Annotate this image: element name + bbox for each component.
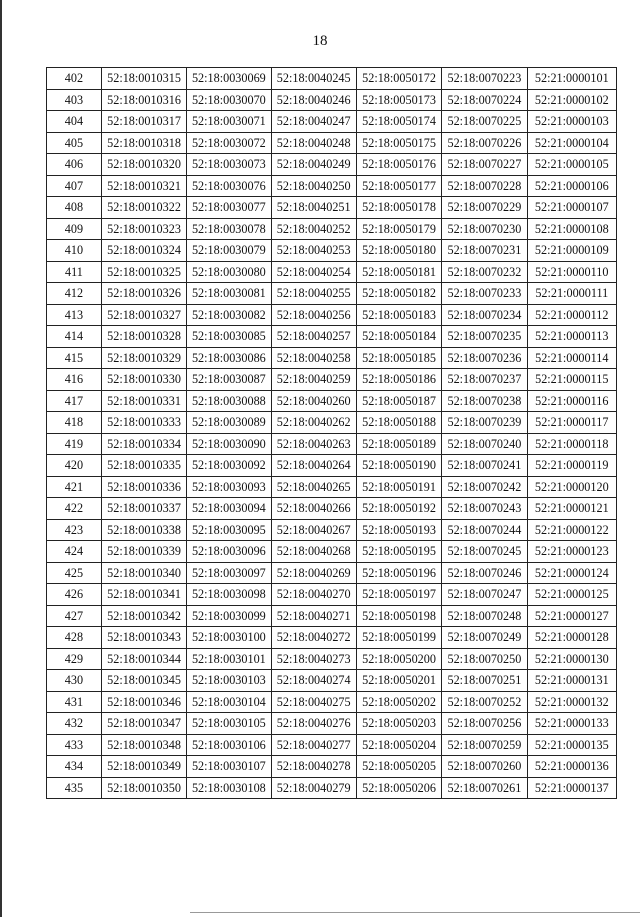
cadastral-number-cell: 52:18:0040254: [271, 261, 356, 283]
cadastral-number-cell: 52:18:0030088: [187, 390, 271, 412]
row-number-cell: 413: [47, 304, 102, 326]
table-row: [47, 412, 617, 434]
row-number-cell: 406: [47, 154, 102, 176]
cadastral-number-cell: 52:18:0070224: [442, 89, 527, 111]
cadastral-number-cell: 52:18:0070238: [442, 390, 527, 412]
cadastral-number-cell: 52:18:0030093: [187, 476, 271, 498]
cadastral-number-cell: 52:18:0070233: [442, 283, 527, 305]
table-row: [47, 154, 617, 176]
cadastral-number-cell: 52:21:0000101: [527, 68, 616, 90]
cadastral-number-cell: 52:21:0000118: [527, 433, 616, 455]
cadastral-number-cell: 52:18:0050174: [356, 111, 441, 133]
cadastral-number-cell: 52:18:0050185: [356, 347, 441, 369]
row-number-cell: 420: [47, 455, 102, 477]
cadastral-number-cell: 52:18:0010334: [101, 433, 186, 455]
cadastral-number-cell: 52:21:0000124: [527, 562, 616, 584]
cadastral-number-cell: 52:18:0050173: [356, 89, 441, 111]
cadastral-number-cell: 52:21:0000117: [527, 412, 616, 434]
cadastral-number-cell: 52:21:0000105: [527, 154, 616, 176]
row-number-cell: 422: [47, 498, 102, 520]
table-row: [47, 89, 617, 111]
cadastral-number-cell: 52:18:0010338: [101, 519, 186, 541]
cadastral-number-cell: 52:18:0030079: [187, 240, 271, 262]
cadastral-number-cell: 52:21:0000106: [527, 175, 616, 197]
cadastral-number-cell: 52:18:0010316: [101, 89, 186, 111]
cadastral-number-cell: 52:21:0000121: [527, 498, 616, 520]
cadastral-number-cell: 52:18:0070251: [442, 670, 527, 692]
cadastral-number-cell: 52:21:0000123: [527, 541, 616, 563]
cadastral-number-cell: 52:18:0050178: [356, 197, 441, 219]
cadastral-number-cell: 52:18:0030106: [187, 734, 271, 756]
cadastral-number-cell: 52:18:0030108: [187, 777, 271, 799]
table-row: [47, 175, 617, 197]
cadastral-number-cell: 52:18:0050175: [356, 132, 441, 154]
cadastral-number-cell: 52:18:0070241: [442, 455, 527, 477]
cadastral-number-cell: 52:18:0030092: [187, 455, 271, 477]
cadastral-number-cell: 52:18:0040263: [271, 433, 356, 455]
cadastral-number-cell: 52:18:0030107: [187, 756, 271, 778]
cadastral-number-cell: 52:18:0040266: [271, 498, 356, 520]
cadastral-number-cell: 52:18:0070236: [442, 347, 527, 369]
cadastral-table: [46, 67, 617, 799]
cadastral-number-cell: 52:18:0010339: [101, 541, 186, 563]
cadastral-number-cell: 52:18:0040251: [271, 197, 356, 219]
cadastral-number-cell: 52:18:0010325: [101, 261, 186, 283]
cadastral-number-cell: 52:18:0070245: [442, 541, 527, 563]
cadastral-number-cell: 52:18:0040255: [271, 283, 356, 305]
cadastral-number-cell: 52:18:0040258: [271, 347, 356, 369]
cadastral-number-cell: 52:18:0040265: [271, 476, 356, 498]
table-row: [47, 111, 617, 133]
cadastral-number-cell: 52:18:0030098: [187, 584, 271, 606]
cadastral-number-cell: 52:18:0050183: [356, 304, 441, 326]
cadastral-number-cell: 52:21:0000136: [527, 756, 616, 778]
cadastral-number-cell: 52:21:0000115: [527, 369, 616, 391]
table-row: [47, 541, 617, 563]
cadastral-number-cell: 52:18:0040277: [271, 734, 356, 756]
table-row: [47, 605, 617, 627]
cadastral-number-cell: 52:21:0000113: [527, 326, 616, 348]
cadastral-number-cell: 52:18:0070234: [442, 304, 527, 326]
cadastral-number-cell: 52:18:0050196: [356, 562, 441, 584]
cadastral-number-cell: 52:21:0000122: [527, 519, 616, 541]
table-row: [47, 734, 617, 756]
table-row: [47, 197, 617, 219]
cadastral-number-cell: 52:21:0000137: [527, 777, 616, 799]
cadastral-number-cell: 52:18:0010337: [101, 498, 186, 520]
row-number-cell: 423: [47, 519, 102, 541]
cadastral-number-cell: 52:21:0000114: [527, 347, 616, 369]
row-number-cell: 421: [47, 476, 102, 498]
table-row: [47, 713, 617, 735]
cadastral-number-cell: 52:18:0050198: [356, 605, 441, 627]
cadastral-number-cell: 52:18:0070237: [442, 369, 527, 391]
cadastral-number-cell: 52:18:0040279: [271, 777, 356, 799]
cadastral-number-cell: 52:21:0000104: [527, 132, 616, 154]
cadastral-number-cell: 52:18:0030070: [187, 89, 271, 111]
cadastral-number-cell: 52:18:0070228: [442, 175, 527, 197]
table-row: [47, 218, 617, 240]
cadastral-number-cell: 52:18:0050205: [356, 756, 441, 778]
cadastral-number-cell: 52:18:0030103: [187, 670, 271, 692]
cadastral-number-cell: 52:18:0040247: [271, 111, 356, 133]
cadastral-number-cell: 52:18:0030069: [187, 68, 271, 90]
cadastral-number-cell: 52:18:0040269: [271, 562, 356, 584]
table-row: [47, 627, 617, 649]
cadastral-number-cell: 52:18:0040267: [271, 519, 356, 541]
cadastral-number-cell: 52:18:0030087: [187, 369, 271, 391]
cadastral-number-cell: 52:18:0010345: [101, 670, 186, 692]
cadastral-number-cell: 52:18:0070259: [442, 734, 527, 756]
cadastral-number-cell: 52:18:0010344: [101, 648, 186, 670]
cadastral-number-cell: 52:18:0070261: [442, 777, 527, 799]
cadastral-number-cell: 52:18:0010320: [101, 154, 186, 176]
table-row: [47, 584, 617, 606]
cadastral-number-cell: 52:18:0050189: [356, 433, 441, 455]
table-row: [47, 369, 617, 391]
cadastral-number-cell: 52:18:0030080: [187, 261, 271, 283]
cadastral-number-cell: 52:18:0010348: [101, 734, 186, 756]
cadastral-number-cell: 52:18:0040262: [271, 412, 356, 434]
cadastral-number-cell: 52:21:0000127: [527, 605, 616, 627]
cadastral-number-cell: 52:18:0030101: [187, 648, 271, 670]
cadastral-number-cell: 52:18:0010340: [101, 562, 186, 584]
cadastral-number-cell: 52:18:0050182: [356, 283, 441, 305]
cadastral-number-cell: 52:18:0010346: [101, 691, 186, 713]
cadastral-number-cell: 52:18:0010336: [101, 476, 186, 498]
row-number-cell: 415: [47, 347, 102, 369]
cadastral-number-cell: 52:18:0030085: [187, 326, 271, 348]
row-number-cell: 416: [47, 369, 102, 391]
table-row: [47, 68, 617, 90]
cadastral-number-cell: 52:18:0050192: [356, 498, 441, 520]
cadastral-number-cell: 52:21:0000120: [527, 476, 616, 498]
cadastral-number-cell: 52:21:0000135: [527, 734, 616, 756]
cadastral-number-cell: 52:18:0070231: [442, 240, 527, 262]
cadastral-number-cell: 52:18:0050181: [356, 261, 441, 283]
table-row: [47, 519, 617, 541]
cadastral-number-cell: 52:18:0010347: [101, 713, 186, 735]
table-row: [47, 433, 617, 455]
cadastral-number-cell: 52:21:0000111: [527, 283, 616, 305]
cadastral-number-cell: 52:18:0010349: [101, 756, 186, 778]
cadastral-number-cell: 52:18:0050201: [356, 670, 441, 692]
row-number-cell: 433: [47, 734, 102, 756]
cadastral-number-cell: 52:18:0050204: [356, 734, 441, 756]
cadastral-number-cell: 52:21:0000108: [527, 218, 616, 240]
table-row: [47, 240, 617, 262]
cadastral-number-cell: 52:18:0030105: [187, 713, 271, 735]
cadastral-number-cell: 52:18:0010323: [101, 218, 186, 240]
cadastral-number-cell: 52:18:0030089: [187, 412, 271, 434]
cadastral-number-cell: 52:18:0030081: [187, 283, 271, 305]
table-row: [47, 498, 617, 520]
cadastral-number-cell: 52:18:0010315: [101, 68, 186, 90]
table-row: [47, 648, 617, 670]
cadastral-number-cell: 52:18:0030076: [187, 175, 271, 197]
cadastral-number-cell: 52:18:0030071: [187, 111, 271, 133]
table-row: [47, 304, 617, 326]
row-number-cell: 434: [47, 756, 102, 778]
cadastral-number-cell: 52:18:0040256: [271, 304, 356, 326]
cadastral-number-cell: 52:18:0070230: [442, 218, 527, 240]
cadastral-number-cell: 52:18:0010321: [101, 175, 186, 197]
table-row: [47, 691, 617, 713]
cadastral-number-cell: 52:18:0050177: [356, 175, 441, 197]
cadastral-number-cell: 52:18:0030090: [187, 433, 271, 455]
page-number: 18: [312, 33, 328, 49]
cadastral-number-cell: 52:18:0010341: [101, 584, 186, 606]
cadastral-number-cell: 52:18:0040275: [271, 691, 356, 713]
cadastral-number-cell: 52:18:0050191: [356, 476, 441, 498]
cadastral-number-cell: 52:18:0070229: [442, 197, 527, 219]
row-number-cell: 409: [47, 218, 102, 240]
table-row: [47, 476, 617, 498]
cadastral-number-cell: 52:18:0050197: [356, 584, 441, 606]
cadastral-number-cell: 52:18:0030100: [187, 627, 271, 649]
cadastral-number-cell: 52:18:0030072: [187, 132, 271, 154]
row-number-cell: 419: [47, 433, 102, 455]
cadastral-number-cell: 52:18:0040278: [271, 756, 356, 778]
table-row: [47, 132, 617, 154]
cadastral-number-cell: 52:18:0050188: [356, 412, 441, 434]
cadastral-number-cell: 52:21:0000131: [527, 670, 616, 692]
cadastral-number-cell: 52:18:0050199: [356, 627, 441, 649]
cadastral-number-cell: 52:18:0030078: [187, 218, 271, 240]
row-number-cell: 435: [47, 777, 102, 799]
cadastral-number-cell: 52:18:0010350: [101, 777, 186, 799]
cadastral-number-cell: 52:18:0050200: [356, 648, 441, 670]
cadastral-number-cell: 52:18:0040250: [271, 175, 356, 197]
cadastral-number-cell: 52:18:0050176: [356, 154, 441, 176]
cadastral-number-cell: 52:18:0070227: [442, 154, 527, 176]
table-row: [47, 390, 617, 412]
cadastral-number-cell: 52:18:0040272: [271, 627, 356, 649]
cadastral-number-cell: 52:21:0000110: [527, 261, 616, 283]
cadastral-number-cell: 52:18:0070249: [442, 627, 527, 649]
cadastral-number-cell: 52:18:0040252: [271, 218, 356, 240]
cadastral-number-cell: 52:18:0040259: [271, 369, 356, 391]
cadastral-number-cell: 52:18:0070240: [442, 433, 527, 455]
cadastral-number-cell: 52:21:0000119: [527, 455, 616, 477]
table-row: [47, 455, 617, 477]
cadastral-number-cell: 52:18:0040245: [271, 68, 356, 90]
row-number-cell: 429: [47, 648, 102, 670]
row-number-cell: 410: [47, 240, 102, 262]
row-number-cell: 403: [47, 89, 102, 111]
cadastral-number-cell: 52:18:0070242: [442, 476, 527, 498]
row-number-cell: 414: [47, 326, 102, 348]
cadastral-number-cell: 52:21:0000112: [527, 304, 616, 326]
row-number-cell: 411: [47, 261, 102, 283]
cadastral-number-cell: 52:18:0050186: [356, 369, 441, 391]
row-number-cell: 426: [47, 584, 102, 606]
table-row: [47, 756, 617, 778]
row-number-cell: 430: [47, 670, 102, 692]
cadastral-number-cell: 52:18:0010335: [101, 455, 186, 477]
table-row: [47, 347, 617, 369]
scan-edge-left: [0, 0, 2, 917]
cadastral-number-cell: 52:18:0040246: [271, 89, 356, 111]
cadastral-number-cell: 52:21:0000133: [527, 713, 616, 735]
row-number-cell: 407: [47, 175, 102, 197]
cadastral-number-cell: 52:18:0030095: [187, 519, 271, 541]
cadastral-number-cell: 52:21:0000130: [527, 648, 616, 670]
cadastral-number-cell: 52:18:0070256: [442, 713, 527, 735]
cadastral-number-cell: 52:21:0000125: [527, 584, 616, 606]
row-number-cell: 418: [47, 412, 102, 434]
cadastral-number-cell: 52:18:0050206: [356, 777, 441, 799]
cadastral-number-cell: 52:18:0030086: [187, 347, 271, 369]
row-number-cell: 428: [47, 627, 102, 649]
cadastral-number-cell: 52:18:0070226: [442, 132, 527, 154]
cadastral-number-cell: 52:18:0040268: [271, 541, 356, 563]
cadastral-number-cell: 52:18:0050180: [356, 240, 441, 262]
cadastral-number-cell: 52:18:0010330: [101, 369, 186, 391]
row-number-cell: 404: [47, 111, 102, 133]
cadastral-number-cell: 52:18:0030082: [187, 304, 271, 326]
table-row: [47, 562, 617, 584]
cadastral-number-cell: 52:18:0050202: [356, 691, 441, 713]
cadastral-number-cell: 52:18:0050187: [356, 390, 441, 412]
row-number-cell: 425: [47, 562, 102, 584]
row-number-cell: 427: [47, 605, 102, 627]
cadastral-number-cell: 52:18:0070244: [442, 519, 527, 541]
cadastral-number-cell: 52:18:0070246: [442, 562, 527, 584]
row-number-cell: 417: [47, 390, 102, 412]
table-row: [47, 777, 617, 799]
row-number-cell: 432: [47, 713, 102, 735]
cadastral-number-cell: 52:21:0000128: [527, 627, 616, 649]
table-row: [47, 261, 617, 283]
cadastral-number-cell: 52:18:0050179: [356, 218, 441, 240]
cadastral-number-cell: 52:18:0040270: [271, 584, 356, 606]
row-number-cell: 408: [47, 197, 102, 219]
cadastral-number-cell: 52:18:0030096: [187, 541, 271, 563]
scan-edge-bottom: [190, 912, 640, 913]
cadastral-number-cell: 52:18:0040253: [271, 240, 356, 262]
cadastral-number-cell: 52:18:0040248: [271, 132, 356, 154]
cadastral-number-cell: 52:21:0000132: [527, 691, 616, 713]
cadastral-number-cell: 52:18:0050195: [356, 541, 441, 563]
cadastral-number-cell: 52:18:0070250: [442, 648, 527, 670]
table-row: [47, 283, 617, 305]
cadastral-number-cell: 52:18:0040276: [271, 713, 356, 735]
cadastral-number-cell: 52:18:0030073: [187, 154, 271, 176]
cadastral-number-cell: 52:18:0030104: [187, 691, 271, 713]
cadastral-number-cell: 52:18:0070248: [442, 605, 527, 627]
cadastral-number-cell: 52:18:0040249: [271, 154, 356, 176]
cadastral-number-cell: 52:18:0070232: [442, 261, 527, 283]
row-number-cell: 402: [47, 68, 102, 90]
cadastral-number-cell: 52:18:0070243: [442, 498, 527, 520]
cadastral-number-cell: 52:18:0070260: [442, 756, 527, 778]
row-number-cell: 424: [47, 541, 102, 563]
cadastral-number-cell: 52:18:0040260: [271, 390, 356, 412]
cadastral-number-cell: 52:18:0010342: [101, 605, 186, 627]
cadastral-number-cell: 52:18:0030097: [187, 562, 271, 584]
cadastral-number-cell: 52:18:0030094: [187, 498, 271, 520]
cadastral-number-cell: 52:21:0000107: [527, 197, 616, 219]
cadastral-number-cell: 52:18:0010326: [101, 283, 186, 305]
cadastral-number-cell: 52:18:0040271: [271, 605, 356, 627]
cadastral-number-cell: 52:18:0010329: [101, 347, 186, 369]
cadastral-number-cell: 52:18:0010327: [101, 304, 186, 326]
row-number-cell: 412: [47, 283, 102, 305]
cadastral-number-cell: 52:18:0010322: [101, 197, 186, 219]
cadastral-number-cell: 52:18:0050172: [356, 68, 441, 90]
row-number-cell: 431: [47, 691, 102, 713]
cadastral-number-cell: 52:18:0050190: [356, 455, 441, 477]
cadastral-number-cell: 52:21:0000103: [527, 111, 616, 133]
cadastral-number-cell: 52:21:0000116: [527, 390, 616, 412]
cadastral-number-cell: 52:18:0070252: [442, 691, 527, 713]
cadastral-number-cell: 52:18:0010333: [101, 412, 186, 434]
cadastral-number-cell: 52:18:0050203: [356, 713, 441, 735]
cadastral-number-cell: 52:18:0070223: [442, 68, 527, 90]
cadastral-table-body: [47, 68, 617, 799]
row-number-cell: 405: [47, 132, 102, 154]
cadastral-number-cell: 52:18:0070225: [442, 111, 527, 133]
cadastral-number-cell: 52:18:0040264: [271, 455, 356, 477]
table-row: [47, 670, 617, 692]
cadastral-number-cell: 52:18:0030099: [187, 605, 271, 627]
cadastral-number-cell: 52:21:0000109: [527, 240, 616, 262]
cadastral-number-cell: 52:18:0010318: [101, 132, 186, 154]
cadastral-number-cell: 52:18:0010324: [101, 240, 186, 262]
cadastral-number-cell: 52:18:0070247: [442, 584, 527, 606]
cadastral-number-cell: 52:18:0010343: [101, 627, 186, 649]
cadastral-number-cell: 52:18:0040273: [271, 648, 356, 670]
cadastral-number-cell: 52:18:0040274: [271, 670, 356, 692]
cadastral-number-cell: 52:18:0040257: [271, 326, 356, 348]
cadastral-number-cell: 52:18:0010331: [101, 390, 186, 412]
cadastral-number-cell: 52:18:0050184: [356, 326, 441, 348]
cadastral-number-cell: 52:21:0000102: [527, 89, 616, 111]
cadastral-number-cell: 52:18:0070235: [442, 326, 527, 348]
cadastral-number-cell: 52:18:0030077: [187, 197, 271, 219]
table-row: [47, 326, 617, 348]
cadastral-number-cell: 52:18:0010317: [101, 111, 186, 133]
cadastral-number-cell: 52:18:0010328: [101, 326, 186, 348]
cadastral-number-cell: 52:18:0050193: [356, 519, 441, 541]
cadastral-number-cell: 52:18:0070239: [442, 412, 527, 434]
